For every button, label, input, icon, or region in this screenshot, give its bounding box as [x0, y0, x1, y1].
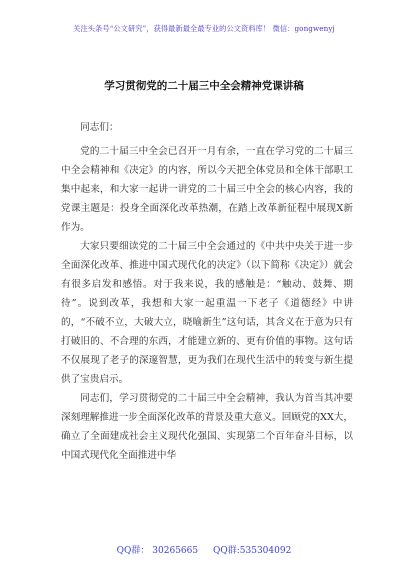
document-body: [61, 118, 353, 465]
footer: [0, 543, 408, 556]
header-banner: 关注头条号“公文研究”，获得最新最全最专业的公文资料库！ 微信：gongwenyj: [73, 24, 335, 33]
paragraph-1: 党的二十届三中全会已召开一月有余，一直在学习党的二十届三中全会精神和《决定》的内容，所以今天把全体党员和全体干部职工集中起来，和大家一起讲一讲党的二十届三中全会的核心内容，我的党课主题是：投身全面深化改革热潮，在踏上改革新征程中展现X新作为。: [61, 146, 353, 233]
document-title: 学习贯彻党的二十届三中全会精神党课讲稿: [104, 80, 304, 92]
salutation: 同志们：: [80, 122, 119, 133]
paragraph-2: 大家只要细读党的二十届三中全会通过的《中共中央关于进一步全面深化改革、推进中国式现代化的决定》（以下简称《决定》）就会有很多启发和感悟。对于我来说，我的感触是：“触动、鼓舞、期待”。说到改革，我想和大家一起重温一下老子《道德经》中讲的，“不破不立，大破大立，晓喻新生”这句话，其含义在于意为只有打破旧的、不合理的东西，才能建立新的、更有价值的事物。这句话不仅展现了老子的深邃智慧，更为我们在现代生活中的转变与新生提供了宝贵启示。: [61, 241, 353, 385]
paragraph-3: 同志们，学习贯彻党的二十届三中全会精神，我认为首当其冲要深刻理解推进一步全面深化改革的背景及重大意义。回顾党的XX大，确立了全面建成社会主义现代化强国、实现第二个百年奋斗目标，以中国式现代化全面推进中华: [61, 393, 353, 461]
footer-qq-group-2: QQ群:535304092: [212, 546, 292, 556]
footer-qq-group-1: QQ群： 30265665: [116, 546, 199, 556]
